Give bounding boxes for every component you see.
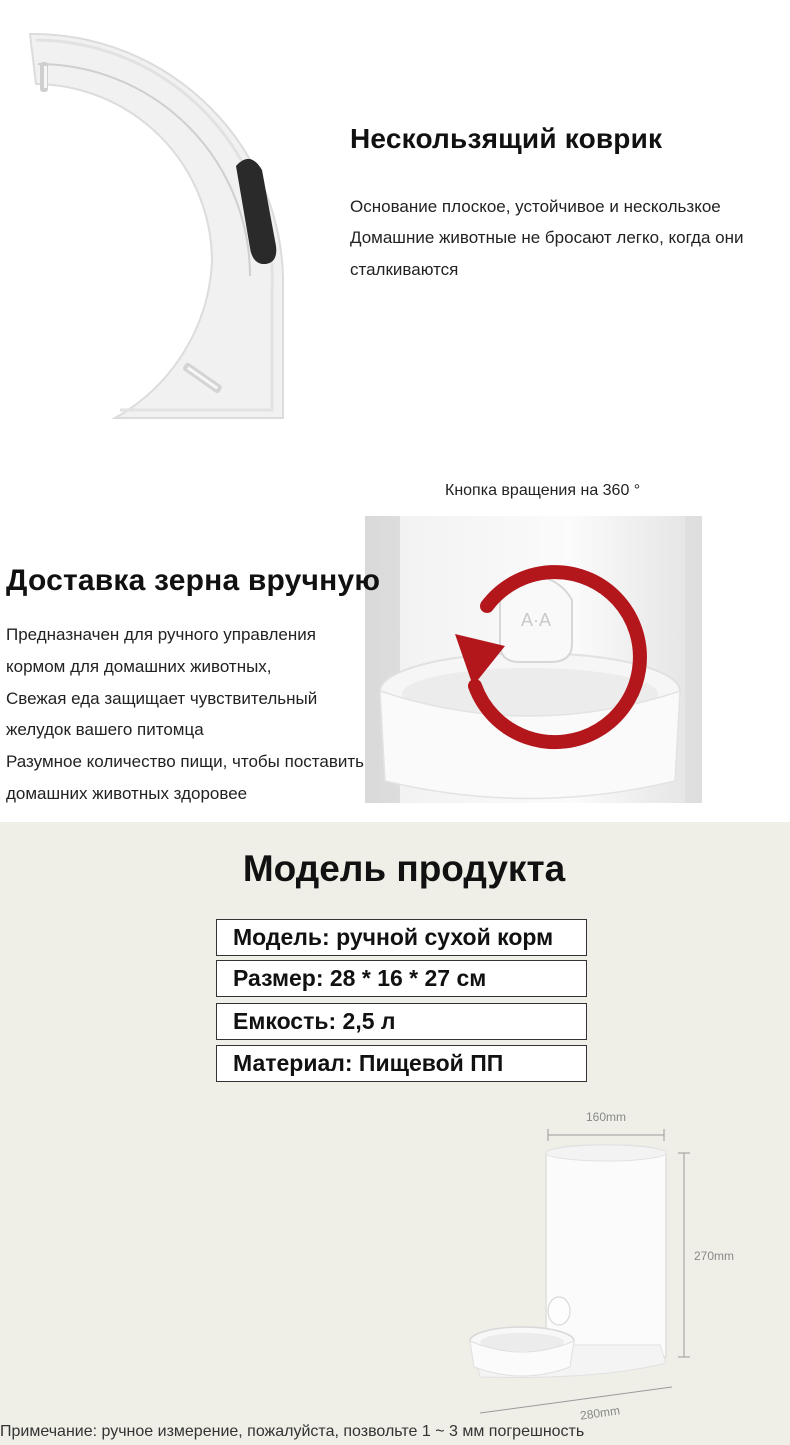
anti-slip-text-line: Домашние животные не бросают легко, когда они xyxy=(350,228,744,247)
anti-slip-title: Нескользящий коврик xyxy=(350,123,663,154)
anti-slip-text-line: сталкиваются xyxy=(350,260,459,279)
dimension-height-label: 270mm xyxy=(694,1249,735,1263)
rotation-button-caption: Кнопка вращения на 360 ° xyxy=(445,482,641,499)
manual-delivery-text-line: желудок вашего питомца xyxy=(6,720,204,739)
spec-size: Размер: 28 * 16 * 27 см xyxy=(216,960,587,997)
dimensions-diagram xyxy=(440,1095,790,1430)
rotation-button-photo xyxy=(365,516,702,803)
manual-delivery-text-line: Разумное количество пищи, чтобы поставить xyxy=(6,752,364,771)
manual-delivery-text-line: кормом для домашних животных, xyxy=(6,657,272,676)
product-model-title: Модель продукта xyxy=(242,848,566,889)
dimension-width-label: 160mm xyxy=(585,1110,627,1124)
spec-material: Материал: Пищевой ПП xyxy=(216,1045,587,1082)
manual-delivery-text-line: Предназначен для ручного управления xyxy=(6,625,316,644)
anti-slip-text-line: Основание плоское, устойчивое и нескользкое xyxy=(350,197,721,216)
spec-capacity: Емкость: 2,5 л xyxy=(216,1003,587,1040)
manual-delivery-text-line: Свежая еда защищает чувствительный xyxy=(6,689,318,708)
svg-text:A·A: A·A xyxy=(520,610,552,630)
bowl-base-photo xyxy=(0,0,300,440)
spec-model: Модель: ручной сухой корм xyxy=(216,919,587,956)
manual-delivery-title: Доставка зерна вручную xyxy=(6,564,381,597)
measurement-note: Примечание: ручное измерение, пожалуйста, позвольте 1 ~ 3 мм погрешность xyxy=(0,1423,585,1440)
dimension-depth-label: 280mm xyxy=(579,1403,621,1423)
manual-delivery-text-line: домашних животных здоровее xyxy=(6,784,248,803)
